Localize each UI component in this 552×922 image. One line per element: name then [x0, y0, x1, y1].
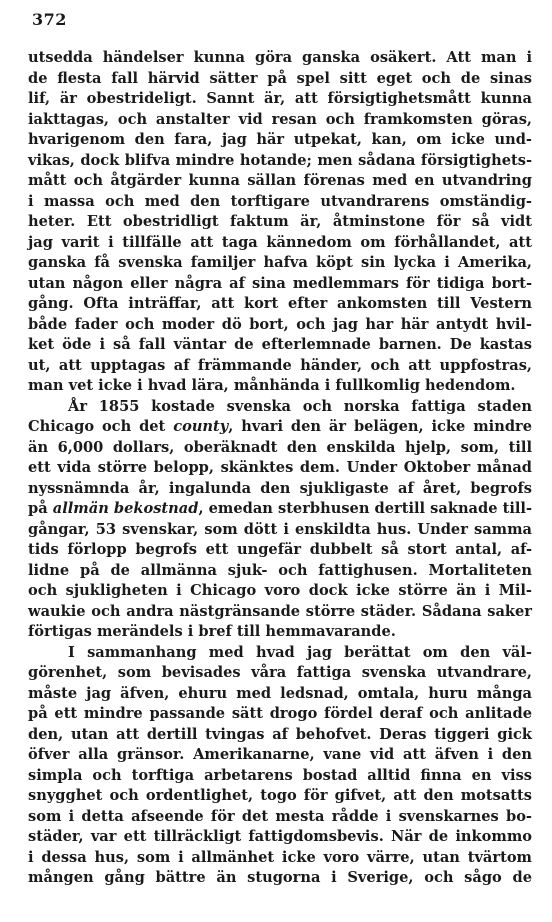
text-line: snygghet och ordentlighet, togo för gifvet, att den motsatts: [28, 787, 532, 804]
text-line: iakttagas, och anstalter vid resan och framkomsten göras,: [28, 110, 532, 128]
text-line: vikas, dock blifva mindre hotande; men sådana försigtighets-: [28, 151, 532, 169]
text-line: ut, att upptagas af främmande händer, och att uppfostras,: [28, 356, 532, 374]
text-line: waukie och andra nästgränsande större städer. Sådana saker: [28, 602, 532, 620]
text-line: ganska få svenska familjer hafva köpt sin lycka i Amerika,: [28, 254, 532, 271]
text-line: heter. Ett obestridligt faktum är, åtminstone för så vidt: [28, 213, 532, 230]
text-line: lidne på de allmänna sjuk- och fattighusen. Mortaliteten: [28, 561, 532, 579]
page-number: 372: [32, 10, 67, 29]
body-text: [28, 48, 532, 889]
text-line: gång. Ofta inträffar, att kort efter ankomsten till Vestern: [28, 295, 532, 312]
text-line: nyssnämnda år, ingalunda den sjukligaste af året, begrofs: [28, 479, 532, 497]
text-line: tids förlopp begrofs ett ungefär dubbelt så stort antal, af-: [28, 541, 532, 558]
text-line: jag varit i tillfälle att taga kännedom om förhållandet, att: [28, 233, 532, 251]
text-line: hvarigenom den fara, jag här utpekat, kan, om icke und-: [28, 131, 532, 148]
text-line: förtigas merändels i bref till hemmavarande.: [28, 623, 396, 640]
text-line: på allmän bekostnad, emedan sterbhusen dertill saknade till-: [28, 500, 533, 517]
text-line: År 1855 kostade svenska och norska fattiga staden: [68, 397, 532, 415]
text-line: utan någon eller några af sina medlemmars för tidiga bort-: [28, 274, 532, 292]
text-line: ket öde i så fall väntar de efterlemnade barnen. De kastas: [28, 336, 532, 353]
text-line: måste jag äfven, ehuru med ledsnad, omtala, huru många: [28, 684, 532, 702]
text-line: den, utan att dertill tvingas af behofvet. Deras tiggeri gick: [28, 725, 532, 743]
text-line: än 6,000 dollars, oberäknadt den enskilda hjelp, som, till: [28, 438, 532, 456]
text-line: lif, är obestrideligt. Sannt är, att försigtighetsmått kunna: [28, 90, 532, 107]
text-line: utsedda händelser kunna göra ganska osäkert. Att man i: [28, 49, 532, 66]
text-line: Chicago och det county, hvari den är belägen, icke mindre: [28, 418, 532, 435]
text-line: mången gång bättre än stugorna i Sverige, och sågo de: [28, 869, 532, 886]
text-line: görenhet, som bevisades våra fattiga svenska utvandrare,: [28, 664, 532, 681]
text-line: de flesta fall härvid sätter på spel sitt eget och de sinas: [28, 69, 532, 87]
text-line: städer, var ett tillräckligt fattigdomsbevis. När de inkommo: [28, 828, 532, 845]
text-line: I sammanhang med hvad jag berättat om den väl-: [68, 643, 532, 661]
text-line: i massa och med den torftigare utvandrarens omständig-: [28, 192, 532, 210]
text-line: öfver alla gränsor. Amerikanarne, vane vid att äfven i den: [28, 746, 532, 763]
text-line: mått och åtgärder kunna sällan förenas med en utvandring: [28, 172, 532, 189]
text-line: gångar, 53 svenskar, som dött i enskildta hus. Under samma: [28, 520, 532, 538]
text-line: man vet icke i hvad lära, månhända i fullkomlig hedendom.: [28, 377, 516, 394]
text-line: på ett mindre passande sätt drogo fördel deraf och anlitade: [28, 705, 532, 722]
text-line: ett vida större belopp, skänktes dem. Under Oktober månad: [28, 459, 532, 476]
text-line: både fader och moder dö bort, och jag har här antydt hvil-: [28, 315, 532, 333]
text-line: i dessa hus, som i allmänhet icke voro värre, utan tvärtom: [28, 848, 532, 866]
text-line: och sjukligheten i Chicago voro dock icke större än i Mil-: [28, 582, 532, 599]
text-line: som i detta afseende för det mesta rådde i svenskarnes bo-: [28, 807, 532, 825]
text-line: simpla och torftiga arbetarens bostad alltid finna en viss: [28, 766, 532, 784]
